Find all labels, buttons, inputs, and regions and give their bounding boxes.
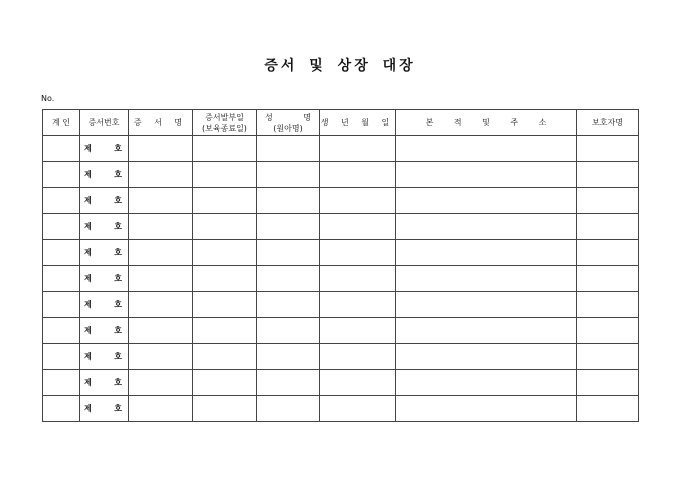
cell-certificate-number: [80, 214, 129, 240]
table-cell: [43, 188, 80, 214]
table-cell: [193, 188, 257, 214]
table-cell: [577, 396, 639, 422]
table-cell: [193, 318, 257, 344]
table-cell: [129, 266, 193, 292]
table-cell: [320, 266, 396, 292]
table-cell: [577, 214, 639, 240]
number-prefix: 제: [84, 144, 92, 153]
cell-certificate-number: [80, 188, 129, 214]
number-prefix: 제: [84, 352, 92, 361]
certificate-number-template: [80, 273, 128, 284]
table-cell: [320, 344, 396, 370]
table-cell: [193, 370, 257, 396]
number-prefix: 제: [84, 222, 92, 231]
table-cell: [320, 136, 396, 162]
header-child-name-line1: [257, 112, 319, 123]
table-row: [43, 396, 639, 422]
number-suffix: 호: [114, 378, 122, 387]
number-suffix: 호: [114, 404, 122, 413]
table-cell: [320, 318, 396, 344]
table-cell: [43, 396, 80, 422]
table-cell: [320, 188, 396, 214]
table-cell: [396, 136, 577, 162]
header-issue-date-line2: (보육종료일): [202, 123, 247, 133]
header-child-name: [257, 110, 320, 136]
table-cell: [396, 162, 577, 188]
table-cell: [396, 292, 577, 318]
document-number-label: No.: [41, 94, 55, 103]
header-address: 본 적 및 주 소: [396, 110, 577, 136]
table-cell: [193, 266, 257, 292]
number-prefix: 제: [84, 378, 92, 387]
header-guardian-name: 보호자명: [577, 110, 639, 136]
number-prefix: 제: [84, 326, 92, 335]
cell-certificate-number: [80, 266, 129, 292]
table-cell: [129, 344, 193, 370]
table-cell: [43, 266, 80, 292]
certificate-number-template: [80, 143, 128, 154]
table-cell: [129, 396, 193, 422]
table-cell: [396, 214, 577, 240]
certificate-register-table: [42, 109, 639, 422]
number-suffix: 호: [114, 326, 122, 335]
table-cell: [577, 344, 639, 370]
table-row: [43, 344, 639, 370]
table-row: [43, 318, 639, 344]
table-cell: [320, 370, 396, 396]
certificate-number-template: [80, 377, 128, 388]
table-cell: [257, 396, 320, 422]
table-cell: [257, 292, 320, 318]
number-prefix: 제: [84, 404, 92, 413]
table-cell: [193, 396, 257, 422]
number-prefix: 제: [84, 274, 92, 283]
header-child-name-line2: (원아명): [273, 123, 303, 133]
table-cell: [320, 396, 396, 422]
number-suffix: 호: [114, 144, 122, 153]
cell-certificate-number: [80, 136, 129, 162]
cell-certificate-number: [80, 292, 129, 318]
table-cell: [577, 188, 639, 214]
table-cell: [396, 344, 577, 370]
number-suffix: 호: [114, 248, 122, 257]
table-cell: [193, 136, 257, 162]
certificate-number-template: [80, 195, 128, 206]
table-row: [43, 370, 639, 396]
register-body: [43, 136, 639, 422]
cell-certificate-number: [80, 240, 129, 266]
table-cell: [257, 188, 320, 214]
table-cell: [129, 292, 193, 318]
table-cell: [577, 292, 639, 318]
table-cell: [193, 292, 257, 318]
table-cell: [577, 266, 639, 292]
table-cell: [129, 136, 193, 162]
table-cell: [577, 136, 639, 162]
table-cell: [257, 214, 320, 240]
cell-certificate-number: [80, 162, 129, 188]
table-cell: [577, 240, 639, 266]
table-row: [43, 240, 639, 266]
table-row: [43, 292, 639, 318]
document-title: 증서 및 상장 대장: [264, 58, 416, 74]
table-row: [43, 214, 639, 240]
table-cell: [129, 214, 193, 240]
table-cell: [257, 136, 320, 162]
table-cell: [396, 240, 577, 266]
number-suffix: 호: [114, 196, 122, 205]
number-prefix: 제: [84, 300, 92, 309]
number-suffix: 호: [114, 352, 122, 361]
table-cell: [43, 344, 80, 370]
cell-certificate-number: [80, 318, 129, 344]
number-suffix: 호: [114, 222, 122, 231]
table-cell: [396, 370, 577, 396]
table-cell: [320, 292, 396, 318]
cell-certificate-number: [80, 370, 129, 396]
table-cell: [129, 318, 193, 344]
number-prefix: 제: [84, 248, 92, 257]
number-prefix: 제: [84, 196, 92, 205]
table-cell: [257, 344, 320, 370]
number-suffix: 호: [114, 274, 122, 283]
table-cell: [193, 162, 257, 188]
table-cell: [396, 266, 577, 292]
table-cell: [396, 396, 577, 422]
table-cell: [193, 344, 257, 370]
table-cell: [577, 318, 639, 344]
table-cell: [577, 162, 639, 188]
header-certificate-name: 증 서 명: [129, 110, 193, 136]
table-row: [43, 188, 639, 214]
certificate-number-template: [80, 351, 128, 362]
table-cell: [257, 318, 320, 344]
table-cell: [43, 136, 80, 162]
table-cell: [193, 240, 257, 266]
header-issue-date: [193, 110, 257, 136]
table-cell: [43, 292, 80, 318]
certificate-number-template: [80, 247, 128, 258]
table-cell: [43, 318, 80, 344]
table-row: [43, 266, 639, 292]
header-certificate-number: 증서번호: [80, 110, 129, 136]
table-cell: [396, 188, 577, 214]
table-cell: [43, 162, 80, 188]
table-cell: [43, 370, 80, 396]
table-cell: [257, 162, 320, 188]
header-issue-date-line1: 증서발부일: [205, 112, 244, 122]
table-cell: [320, 240, 396, 266]
table-cell: [577, 370, 639, 396]
table-cell: [257, 266, 320, 292]
table-header-row: [43, 110, 639, 136]
table-cell: [129, 188, 193, 214]
certificate-number-template: [80, 221, 128, 232]
table-row: [43, 136, 639, 162]
cell-certificate-number: [80, 344, 129, 370]
table-cell: [129, 370, 193, 396]
table-cell: [320, 214, 396, 240]
header-child-name-part1: 성: [265, 112, 273, 122]
number-suffix: 호: [114, 300, 122, 309]
certificate-number-template: [80, 299, 128, 310]
cell-certificate-number: [80, 396, 129, 422]
number-suffix: 호: [114, 170, 122, 179]
table-cell: [43, 240, 80, 266]
table-cell: [257, 370, 320, 396]
certificate-number-template: [80, 169, 128, 180]
header-birth-date: 생 년 월 일: [320, 110, 396, 136]
table-cell: [193, 214, 257, 240]
table-cell: [43, 214, 80, 240]
header-gyein: 계 인: [43, 110, 80, 136]
header-child-name-part2: 명: [303, 112, 311, 122]
number-prefix: 제: [84, 170, 92, 179]
table-row: [43, 162, 639, 188]
table-cell: [320, 162, 396, 188]
certificate-number-template: [80, 403, 128, 414]
table-cell: [129, 240, 193, 266]
certificate-number-template: [80, 325, 128, 336]
table-cell: [129, 162, 193, 188]
table-cell: [257, 240, 320, 266]
table-cell: [396, 318, 577, 344]
